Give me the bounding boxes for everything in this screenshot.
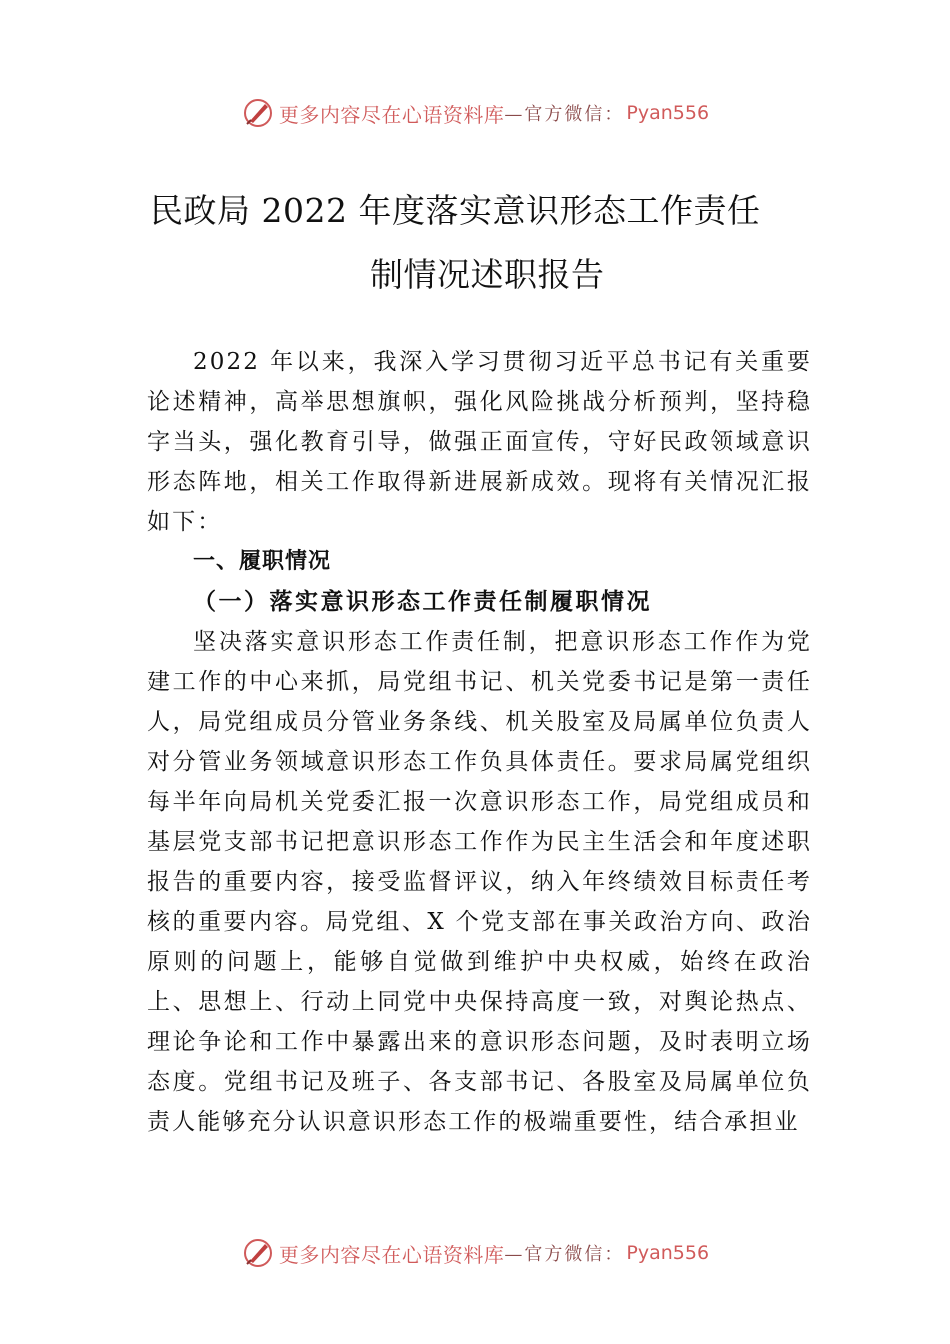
banner-main-text: 更多内容尽在心语资料库: [278, 102, 505, 127]
header-banner: [0, 93, 950, 133]
document-title-line-2: 制情况述职报告: [370, 255, 605, 294]
banner-sub-text: —官方微信：: [504, 104, 625, 125]
document-title-line-1: 民政局 2022 年度落实意识形态工作责任: [150, 191, 761, 230]
banner-wechat-id: Pyan556: [626, 102, 710, 124]
section-heading: 一、履职情况: [193, 549, 332, 574]
intro-paragraph: 2022 年以来，我深入学习贯彻习近平总书记有关重要论述精神，高举思想旗帜，强化风险挑战分析预判，坚持稳字当头，强化教育引导，做强正面宣传，守好民政领域意识形态阵地，相关工作取得新进展新成效。现将有关情况汇报如下：: [147, 349, 812, 535]
subsection-heading: （一）落实意识形态工作责任制履职情况: [193, 588, 652, 615]
footer-banner: [0, 1233, 950, 1273]
quill-logo-icon: [241, 96, 275, 130]
document-body: [147, 342, 812, 1142]
quill-logo-icon: [241, 1236, 275, 1270]
banner-main-text: 更多内容尽在心语资料库: [278, 1242, 505, 1267]
body-paragraph: 坚决落实意识形态工作责任制，把意识形态工作作为党建工作的中心来抓，局党组书记、机关党委书记是第一责任人，局党组成员分管业务条线、机关股室及局属单位负责人对分管业务领域意识形态工作负具体责任。要求局属党组织每半年向局机关党委汇报一次意识形态工作，局党组成员和基层党支部书记把意识形态工作作为民主生活会和年度述职报告的重要内容，接受监督评议，纳入年终绩效目标责任考核的重要内容。局党组、X 个党支部在事关政治方向、政治原则的问题上，能够自觉做到维护中央权威，始终在政治上、思想上、行动上同党中央保持高度一致，对舆论热点、 理论争论和工作中暴露出来的意识形态问题，及时表明立场态度。党组书记及班子、各支部书记、各股室及局属单位负责人能够充分认识意识形态工作的极端重要性，结合承担业: [147, 629, 812, 1135]
banner-wechat-id: Pyan556: [626, 1242, 710, 1264]
banner-sub-text: —官方微信：: [504, 1244, 625, 1265]
